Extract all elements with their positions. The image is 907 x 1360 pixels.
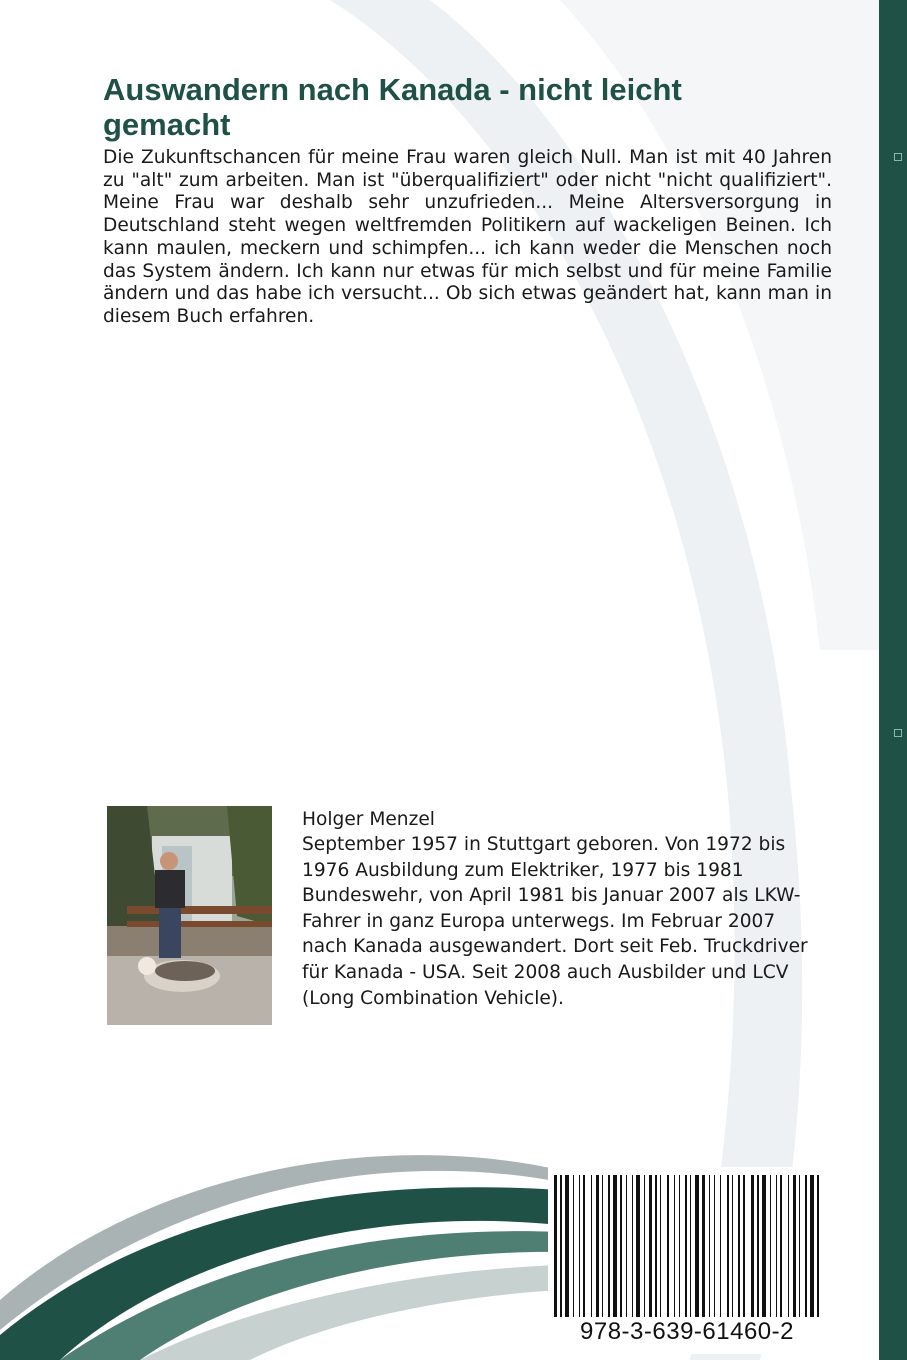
barcode-bar [674,1175,675,1317]
barcode-bar [667,1175,669,1317]
isbn-number: 978-3-639-61460-2 [580,1318,794,1345]
barcode-bar [636,1175,640,1317]
barcode-bar [799,1175,800,1317]
barcode-bar [762,1175,766,1317]
barcode-bar [679,1175,680,1317]
barcode-bar [743,1175,745,1317]
barcode-bar [560,1175,562,1317]
barcode-bar [732,1175,733,1317]
barcode-bar [644,1175,645,1317]
barcode-bar [695,1175,699,1317]
barcode-bar [788,1175,789,1317]
barcode-bar [738,1175,740,1317]
spine-marker-top [894,153,902,161]
author-bio: September 1957 in Stuttgart geboren. Von 1972 bis 1976 Ausbildung zum Elektriker, 1977 bis 1981 Bundeswehr, von April 1981 bis Januar 2007 als LKW-Fahrer in ganz Europa unterwegs. Im Februar 2007 nach Kanada ausgewandert. Dort seit Feb. Truckdriver für Kanada - USA. Seit 2008 auch Ausbilder und LCV (Long Combination Vehicle). [302,834,808,1009]
isbn-barcode [548,1167,826,1354]
barcode-bar [620,1175,622,1317]
barcode-bar [780,1175,782,1317]
barcode-bar [720,1175,721,1317]
barcode-bar [583,1175,585,1317]
barcode-bar [805,1175,807,1317]
barcode-bar [608,1175,610,1317]
barcode-bar [565,1175,569,1317]
barcode-bar [632,1175,633,1317]
book-blurb: Die Zukunftschancen für meine Frau waren gleich Null. Man ist mit 40 Jahren zu "alt" zum arbeiten. Man ist "überqualifiziert" oder nicht "nicht qualifiziert". Meine Frau war deshalb sehr unzufrieden... Meine Altersversorgung in Deutschland steht wegen weltfremden Politikern auf wackeligen Beinen. Ich kann maulen, meckern und schimpfen... ich kann weder die Menschen noch das System ändern. Ich kann nur etwas für mich selbst und für meine Familie ändern und das habe ich versucht... Ob sich etwas geändert hat, kann man in diesem Buch erfahren. [103,147,832,327]
barcode-bar [613,1175,617,1317]
barcode-bar [655,1175,657,1317]
barcode-bar [810,1175,814,1317]
barcode-bar [751,1175,754,1317]
barcode-bar [702,1175,705,1317]
book-title: Auswandern nach Kanada - nicht leicht gemacht [103,72,682,142]
spine-marker-middle [894,729,902,737]
barcode-bar [626,1175,627,1317]
barcode-bar [776,1175,777,1317]
barcode-bar [649,1175,652,1317]
barcode-bar [685,1175,687,1317]
barcode-bar [573,1175,574,1317]
barcode-bar [579,1175,580,1317]
barcode-bar [770,1175,771,1317]
spine-bar [879,0,907,1360]
barcode-bar [757,1175,759,1317]
barcode-bar [817,1175,819,1317]
barcode-bar [660,1175,661,1317]
barcode-bar [793,1175,796,1317]
barcode-bar [727,1175,729,1317]
barcode-bar [714,1175,715,1317]
barcode-bar [709,1175,710,1317]
barcode-bar [690,1175,691,1317]
barcode-bar [596,1175,599,1317]
barcode-bar [554,1175,557,1317]
barcode-bar [591,1175,592,1317]
barcode-bar [602,1175,603,1317]
barcode-bars [554,1175,820,1317]
author-photo [107,806,272,1025]
author-name: Holger Menzel [302,809,435,830]
